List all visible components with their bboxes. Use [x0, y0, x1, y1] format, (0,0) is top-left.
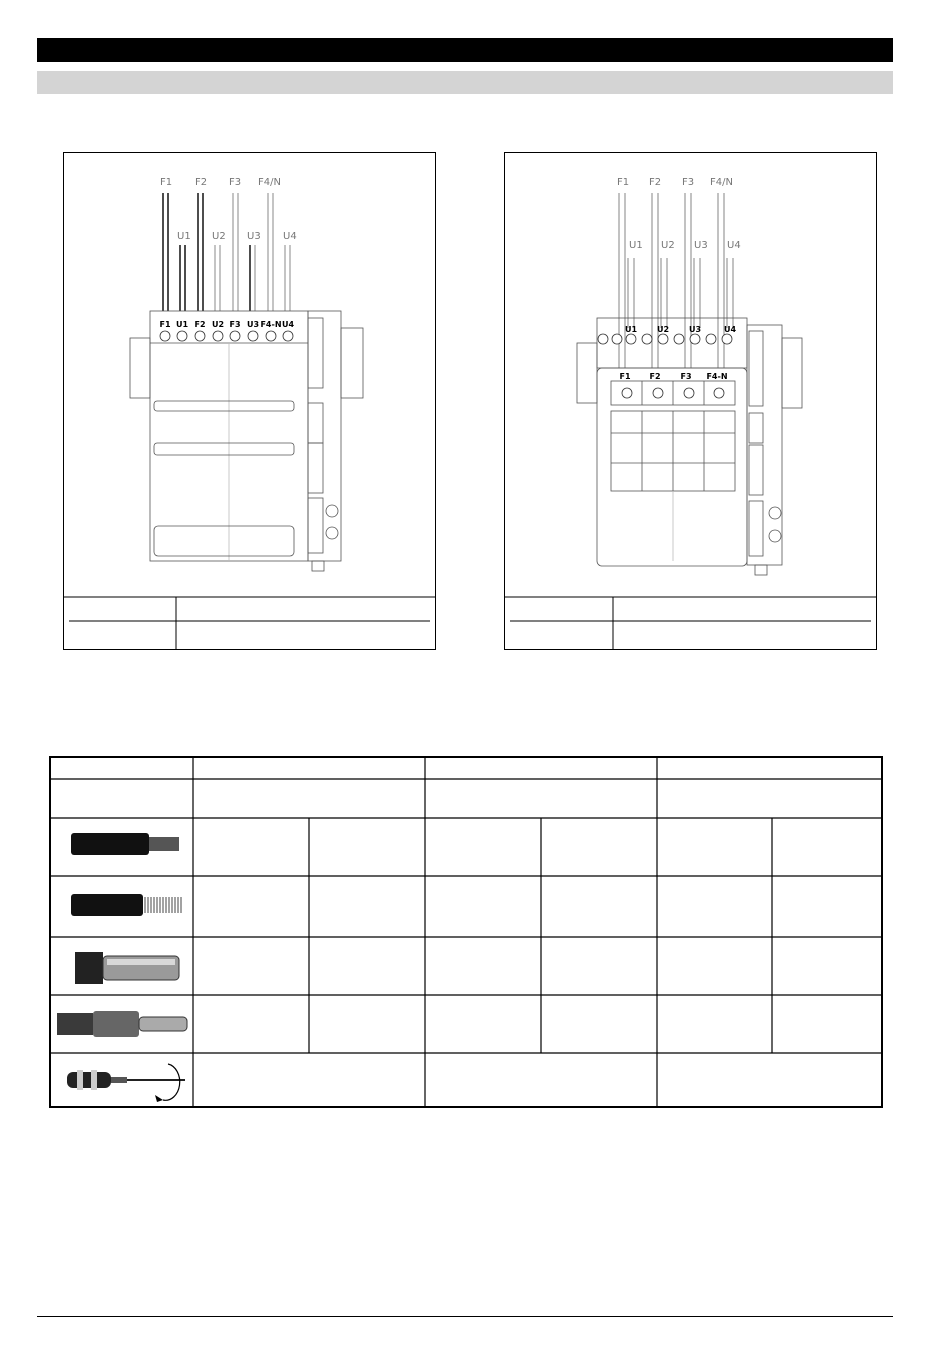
terminal-label-u3: U3	[688, 325, 702, 334]
wire-label-u2: U2	[212, 231, 226, 242]
wire-label-f2: F2	[649, 177, 662, 188]
wire-label-u4: U4	[727, 240, 741, 251]
section-header-bar	[37, 38, 893, 62]
wire-label-u3: U3	[694, 240, 708, 251]
terminal-label-u4: U4	[723, 325, 737, 334]
footer-rule	[37, 1316, 893, 1317]
solid-wire-icon	[53, 825, 193, 865]
wire-label-f3: F3	[229, 177, 242, 188]
wire-label-f3: F3	[682, 177, 695, 188]
wire-label-f1: F1	[160, 177, 173, 188]
terminal-label-f4n: F4-N	[260, 320, 282, 329]
terminal-label-u1: U1	[175, 320, 189, 329]
insulated-ferrule-icon	[53, 1003, 193, 1047]
wire-label-u1: U1	[629, 240, 643, 251]
wiring-diagram-right	[504, 152, 877, 650]
wiring-drawing-right	[505, 153, 876, 649]
terminal-label-u1: U1	[624, 325, 638, 334]
ferrule-icon	[53, 946, 193, 990]
wire-label-u2: U2	[661, 240, 675, 251]
stranded-wire-icon	[53, 886, 193, 926]
wire-label-f1: F1	[617, 177, 630, 188]
wire-label-f2: F2	[195, 177, 208, 188]
terminal-label-u2: U2	[211, 320, 225, 329]
terminal-label-f1: F1	[619, 372, 631, 381]
terminal-label-f3: F3	[680, 372, 692, 381]
terminal-label-f3: F3	[229, 320, 241, 329]
terminal-label-u3: U3	[246, 320, 260, 329]
terminal-label-f2: F2	[194, 320, 206, 329]
subsection-header-bar	[37, 71, 893, 94]
wiring-drawing-left	[64, 153, 435, 649]
wire-label-u3: U3	[247, 231, 261, 242]
wire-label-f4n: F4/N	[258, 177, 281, 188]
wiring-diagram-left	[63, 152, 436, 650]
wire-label-u4: U4	[283, 231, 297, 242]
wire-table-grid	[51, 758, 881, 1106]
terminal-label-f2: F2	[649, 372, 661, 381]
screwdriver-torque-icon	[53, 1056, 193, 1106]
terminal-label-u4: U4	[281, 320, 295, 329]
wire-label-u1: U1	[177, 231, 191, 242]
wire-specification-table	[49, 756, 883, 1108]
terminal-label-u2: U2	[656, 325, 670, 334]
wire-label-f4n: F4/N	[710, 177, 733, 188]
terminal-label-f4n: F4-N	[706, 372, 728, 381]
terminal-label-f1: F1	[159, 320, 171, 329]
